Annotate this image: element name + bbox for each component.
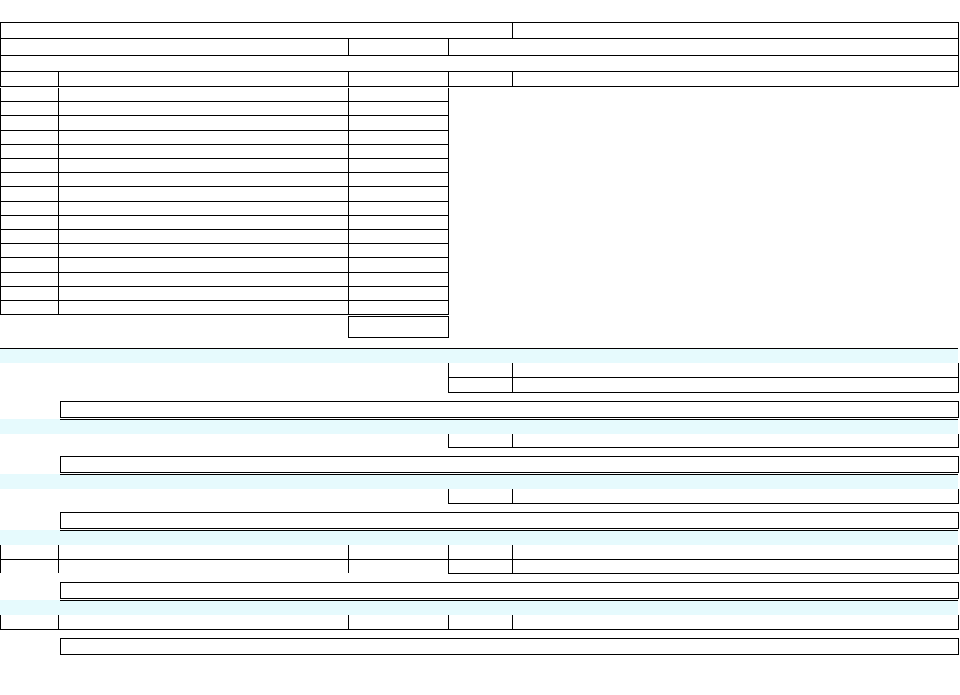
section-title-bar [0, 474, 958, 489]
grid-line [60, 654, 958, 655]
grid-line [348, 545, 349, 573]
grid-line [0, 144, 448, 145]
grid-line [0, 22, 958, 23]
grid-line [348, 316, 448, 317]
grid-line [958, 512, 959, 529]
grid-line [60, 528, 958, 529]
grid-line [348, 88, 349, 315]
grid-line [448, 489, 449, 503]
grid-line [0, 243, 448, 244]
grid-line [448, 38, 449, 55]
grid-line [60, 456, 958, 457]
grid-line [0, 229, 448, 230]
grid-line [348, 38, 349, 55]
grid-line [448, 615, 449, 629]
grid-line [448, 88, 449, 315]
grid-line [958, 456, 959, 473]
grid-line [0, 86, 958, 87]
grid-line [958, 615, 959, 630]
grid-line [0, 172, 448, 173]
grid-line [60, 600, 958, 601]
grid-line [58, 88, 59, 315]
grid-line [58, 71, 59, 86]
grid-line [348, 615, 349, 629]
grid-line [0, 22, 1, 86]
section-title-bar [0, 419, 958, 434]
grid-line [512, 489, 513, 503]
grid-line [60, 474, 958, 475]
section-title-bar [0, 348, 958, 363]
grid-line [60, 582, 958, 583]
grid-line [0, 71, 958, 72]
grid-line [60, 401, 61, 417]
section-title-bar [0, 530, 958, 545]
grid-line [448, 363, 449, 392]
grid-line [348, 337, 448, 338]
grid-line [0, 158, 448, 159]
grid-line [448, 71, 449, 86]
grid-line [0, 101, 448, 102]
grid-line [448, 377, 958, 378]
grid-line [512, 434, 513, 447]
grid-line [0, 300, 448, 301]
grid-line [0, 130, 448, 131]
grid-line [0, 115, 448, 116]
grid-line [512, 363, 513, 392]
grid-line [60, 401, 958, 402]
grid-line [0, 215, 448, 216]
grid-line [958, 582, 959, 599]
grid-line [58, 615, 59, 629]
section-title-bar [0, 600, 958, 615]
grid-line [58, 545, 59, 573]
grid-line [512, 71, 513, 86]
grid-line [448, 447, 958, 448]
grid-line [448, 316, 449, 338]
grid-line [0, 257, 448, 258]
grid-line [0, 186, 448, 187]
grid-line [60, 598, 958, 599]
grid-line [0, 629, 958, 630]
grid-line [958, 489, 959, 504]
grid-line [448, 545, 449, 573]
grid-line [448, 573, 958, 574]
grid-line [0, 286, 448, 287]
grid-line [512, 22, 513, 38]
grid-line [60, 638, 958, 639]
grid-line [60, 530, 958, 531]
grid-line [60, 638, 61, 654]
grid-line [958, 22, 959, 87]
grid-line [0, 38, 958, 39]
grid-line [0, 314, 448, 315]
grid-line [60, 472, 958, 473]
grid-line [958, 363, 959, 393]
grid-line [348, 316, 349, 337]
grid-line [512, 545, 513, 573]
grid-line [958, 401, 959, 418]
grid-line [60, 456, 61, 472]
grid-line [0, 615, 1, 629]
grid-line [348, 71, 349, 86]
grid-line [958, 434, 959, 448]
grid-line [0, 559, 958, 560]
grid-line [958, 545, 959, 574]
grid-line [0, 348, 958, 349]
grid-line [0, 55, 958, 56]
grid-line [60, 512, 61, 528]
grid-line [448, 434, 449, 447]
grid-line [60, 512, 958, 513]
grid-line [958, 638, 959, 655]
grid-line [0, 88, 1, 315]
grid-line [448, 503, 958, 504]
grid-line [0, 201, 448, 202]
grid-line [60, 417, 958, 418]
grid-line [0, 545, 1, 573]
grid-line [0, 272, 448, 273]
grid-line [512, 615, 513, 629]
grid-line [448, 392, 958, 393]
grid-line [60, 582, 61, 598]
grid-line [60, 419, 958, 420]
